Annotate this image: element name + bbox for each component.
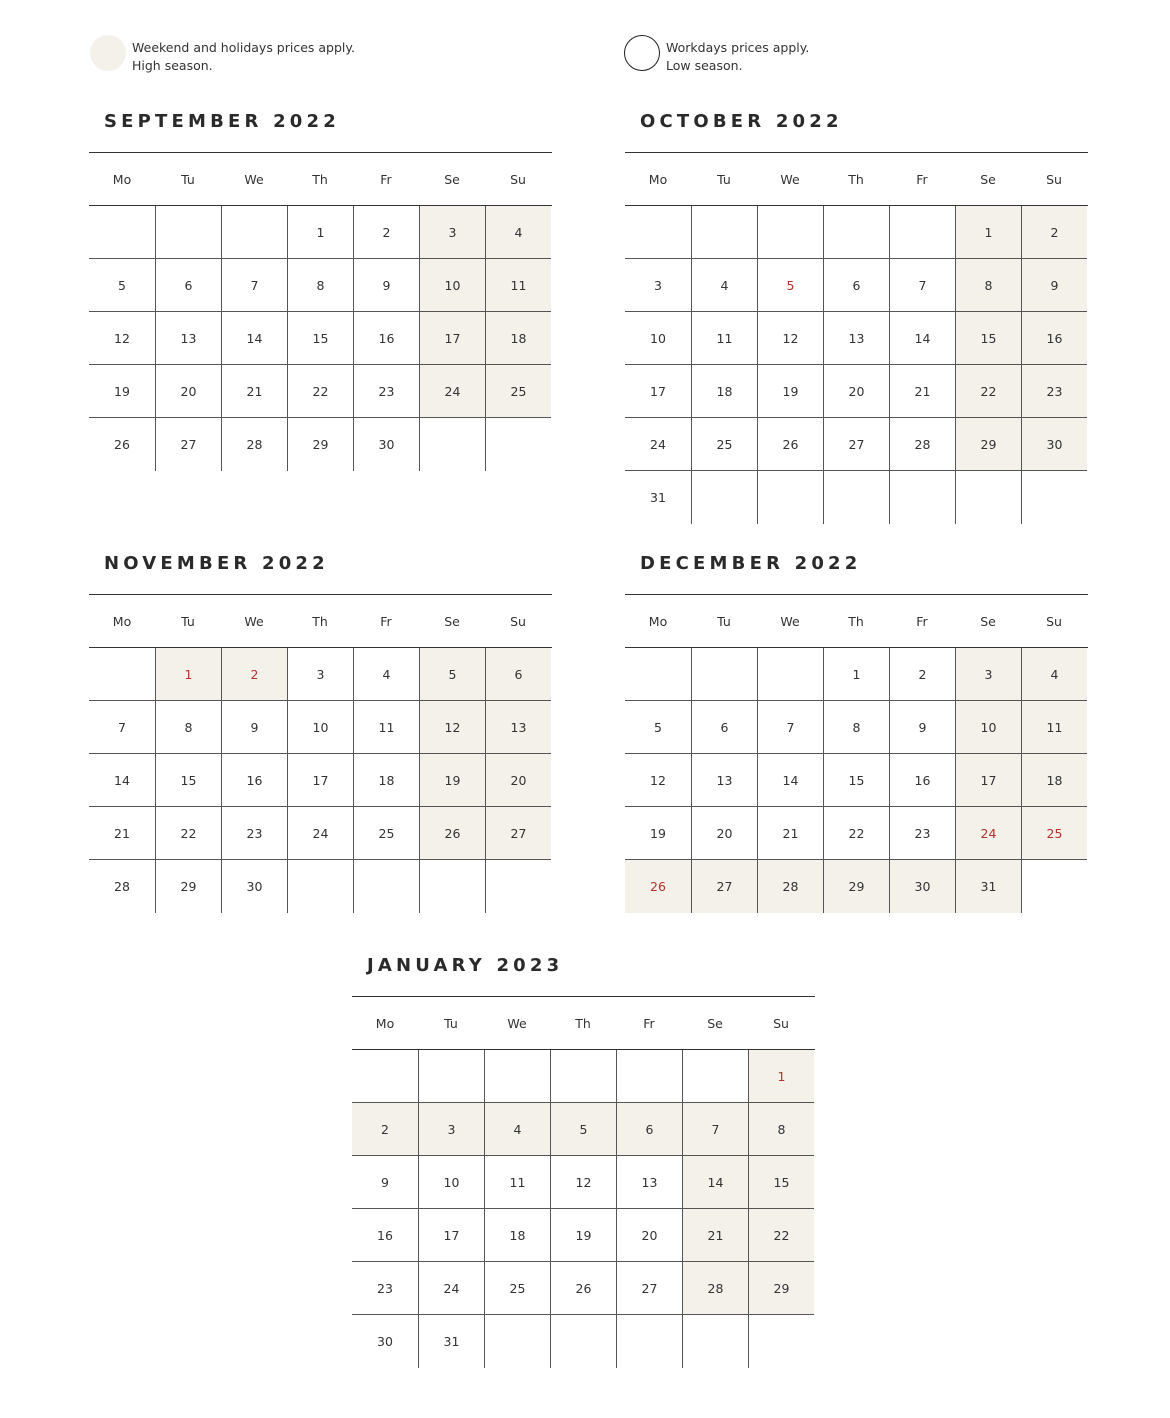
day-cell[interactable]: 7 (757, 701, 823, 754)
day-cell[interactable]: 26 (419, 807, 485, 860)
day-cell[interactable]: 13 (616, 1156, 682, 1209)
day-cell[interactable]: 21 (221, 365, 287, 418)
empty-day-cell (691, 206, 757, 259)
week-row (352, 1103, 815, 1156)
day-cell[interactable]: 28 (757, 860, 823, 913)
day-cell[interactable]: 21 (682, 1209, 748, 1262)
day-cell[interactable]: 27 (155, 418, 221, 471)
day-cell[interactable]: 4 (484, 1103, 550, 1156)
day-cell[interactable]: 19 (89, 365, 155, 418)
week-row (625, 701, 1088, 754)
weekday-label: Su (1046, 614, 1062, 629)
day-cell[interactable]: 28 (114, 879, 130, 894)
day-cell[interactable]: 11 (485, 259, 551, 312)
month-october-2022 (625, 104, 1088, 524)
day-cell[interactable]: 31 (955, 860, 1021, 913)
day-cell[interactable]: 31 (418, 1315, 484, 1368)
empty-day-cell (691, 648, 757, 701)
weekday-label: We (244, 172, 264, 187)
day-grid (625, 206, 1088, 524)
day-cell[interactable]: 22 (287, 365, 353, 418)
week-row (89, 701, 552, 754)
day-cell[interactable]: 5 (757, 259, 823, 312)
day-cell[interactable]: 25 (485, 365, 551, 418)
day-cell[interactable]: 13 (823, 312, 889, 365)
day-cell[interactable]: 23 (352, 1262, 418, 1315)
weekday-label: Su (510, 172, 526, 187)
day-cell[interactable]: 10 (625, 312, 691, 365)
weekday-label: Th (312, 614, 328, 629)
day-cell[interactable]: 8 (955, 259, 1021, 312)
day-cell[interactable]: 11 (691, 312, 757, 365)
day-cell[interactable]: 14 (889, 312, 955, 365)
weekday-label: Mo (375, 1016, 395, 1031)
month-january-2023 (352, 948, 815, 1368)
day-cell[interactable]: 26 (757, 418, 823, 471)
weekday-label: Se (444, 172, 460, 187)
empty-day-cell (353, 860, 419, 913)
day-cell[interactable]: 12 (550, 1156, 616, 1209)
day-cell[interactable]: 25 (353, 807, 419, 860)
day-cell[interactable]: 28 (682, 1262, 748, 1315)
day-cell[interactable]: 5 (625, 701, 691, 754)
day-cell[interactable]: 19 (625, 807, 691, 860)
empty-day-cell (625, 206, 691, 259)
day-cell[interactable]: 21 (889, 365, 955, 418)
day-cell[interactable]: 9 (889, 701, 955, 754)
day-cell[interactable]: 17 (625, 365, 691, 418)
empty-day-cell (287, 860, 353, 913)
week-row (89, 807, 552, 860)
day-cell[interactable]: 6 (691, 701, 757, 754)
day-cell[interactable]: 26 (625, 860, 691, 913)
weekday-label: Th (575, 1016, 591, 1031)
weekday-label: Fr (380, 172, 392, 187)
week-row (352, 1050, 815, 1103)
day-cell[interactable]: 16 (889, 754, 955, 807)
day-cell[interactable]: 1 (823, 648, 889, 701)
day-cell[interactable]: 10 (418, 1156, 484, 1209)
empty-day-cell (155, 206, 221, 259)
weekday-label: We (780, 614, 800, 629)
day-cell[interactable]: 14 (89, 754, 155, 807)
day-cell[interactable]: 20 (616, 1209, 682, 1262)
week-row (625, 418, 1088, 471)
day-cell[interactable]: 6 (823, 259, 889, 312)
week-row (352, 1262, 815, 1315)
day-cell[interactable]: 5 (419, 648, 485, 701)
weekday-label: Tu (181, 172, 195, 187)
day-cell[interactable]: 3 (287, 648, 353, 701)
day-cell[interactable]: 19 (419, 754, 485, 807)
day-cell[interactable]: 24 (418, 1262, 484, 1315)
week-row (625, 259, 1088, 312)
empty-day-cell (419, 418, 485, 471)
empty-day-cell (484, 1050, 550, 1103)
day-cell[interactable]: 3 (955, 648, 1021, 701)
day-cell[interactable]: 22 (823, 807, 889, 860)
day-cell[interactable]: 3 (625, 259, 691, 312)
day-cell[interactable]: 20 (155, 365, 221, 418)
weekday-header (625, 595, 1088, 648)
weekday-header (625, 153, 1088, 206)
week-row (89, 206, 552, 259)
day-cell[interactable]: 4 (691, 259, 757, 312)
week-row (89, 259, 552, 312)
empty-day-cell (221, 206, 287, 259)
weekday-label: Fr (380, 614, 392, 629)
day-cell[interactable]: 12 (89, 312, 155, 365)
day-cell[interactable]: 12 (419, 701, 485, 754)
week-row (89, 312, 552, 365)
empty-day-cell (691, 471, 757, 524)
week-row (625, 648, 1088, 701)
empty-day-cell (1021, 471, 1087, 524)
day-cell[interactable]: 16 (353, 312, 419, 365)
week-row (89, 754, 552, 807)
empty-day-cell (682, 1050, 748, 1103)
weekday-label: Se (980, 172, 996, 187)
day-cell[interactable]: 24 (955, 807, 1021, 860)
empty-day-cell (485, 860, 551, 913)
day-cell[interactable]: 12 (625, 754, 691, 807)
weekday-label: Fr (643, 1016, 655, 1031)
month-december-2022 (625, 546, 1088, 913)
day-cell[interactable]: 9 (353, 259, 419, 312)
day-grid (625, 648, 1088, 913)
day-cell[interactable]: 15 (955, 312, 1021, 365)
legend-high-season (90, 35, 355, 75)
day-cell[interactable]: 9 (221, 701, 287, 754)
week-row (89, 648, 552, 701)
day-cell[interactable]: 23 (221, 807, 287, 860)
day-cell[interactable]: 3 (419, 206, 485, 259)
day-cell[interactable]: 13 (485, 701, 551, 754)
week-row (352, 1209, 815, 1262)
day-cell[interactable]: 16 (352, 1209, 418, 1262)
weekday-label: Tu (717, 172, 731, 187)
week-row (625, 860, 1088, 913)
weekday-label: Su (510, 614, 526, 629)
empty-day-cell (616, 1050, 682, 1103)
empty-day-cell (748, 1315, 814, 1368)
week-row (625, 471, 1088, 524)
week-row (625, 206, 1088, 259)
day-cell[interactable]: 14 (221, 312, 287, 365)
week-row (625, 365, 1088, 418)
legend-low-line1: Workdays prices apply. (666, 40, 810, 55)
day-cell[interactable]: 1 (155, 648, 221, 701)
month-september-2022 (89, 104, 552, 471)
legend-high-line2: High season. (132, 58, 213, 73)
day-cell[interactable]: 30 (221, 860, 287, 913)
day-cell[interactable]: 23 (353, 365, 419, 418)
empty-day-cell (757, 648, 823, 701)
day-cell[interactable]: 2 (1021, 206, 1087, 259)
day-cell[interactable]: 7 (221, 259, 287, 312)
day-cell[interactable]: 15 (823, 754, 889, 807)
day-cell[interactable]: 3 (418, 1103, 484, 1156)
day-cell[interactable]: 29 (748, 1262, 814, 1315)
legend-high-line1: Weekend and holidays prices apply. (132, 40, 355, 55)
day-cell[interactable]: 8 (748, 1103, 814, 1156)
weekday-label: Fr (916, 172, 928, 187)
day-cell[interactable]: 22 (155, 807, 221, 860)
low-season-swatch-icon (624, 35, 660, 71)
day-cell[interactable]: 21 (89, 807, 155, 860)
weekday-header (89, 595, 552, 648)
weekday-label: Se (707, 1016, 723, 1031)
day-cell[interactable]: 13 (155, 312, 221, 365)
empty-day-cell (484, 1315, 550, 1368)
day-cell[interactable]: 6 (155, 259, 221, 312)
empty-day-cell (757, 471, 823, 524)
day-cell[interactable]: 20 (823, 365, 889, 418)
empty-day-cell (419, 860, 485, 913)
weekday-label: Su (773, 1016, 789, 1031)
day-cell[interactable]: 8 (155, 701, 221, 754)
day-grid (89, 648, 552, 913)
day-cell[interactable]: 19 (550, 1209, 616, 1262)
day-cell[interactable]: 28 (889, 418, 955, 471)
empty-day-cell (616, 1315, 682, 1368)
day-cell[interactable]: 16 (1021, 312, 1087, 365)
day-cell[interactable]: 1 (748, 1050, 814, 1103)
empty-day-cell (625, 648, 691, 701)
day-cell[interactable]: 1 (287, 206, 353, 259)
legend-low-line2: Low season. (666, 58, 743, 73)
weekday-label: Th (848, 614, 864, 629)
empty-day-cell (550, 1315, 616, 1368)
day-cell[interactable]: 18 (691, 365, 757, 418)
empty-day-cell (889, 471, 955, 524)
day-cell[interactable]: 5 (550, 1103, 616, 1156)
day-cell[interactable]: 2 (221, 648, 287, 701)
week-row (625, 312, 1088, 365)
day-cell[interactable]: 22 (955, 365, 1021, 418)
day-cell[interactable]: 24 (287, 807, 353, 860)
empty-day-cell (418, 1050, 484, 1103)
weekday-label: We (507, 1016, 527, 1031)
empty-day-cell (682, 1315, 748, 1368)
day-cell[interactable]: 27 (485, 807, 551, 860)
day-cell[interactable]: 24 (419, 365, 485, 418)
weekday-label: Mo (648, 172, 668, 187)
day-cell[interactable]: 8 (823, 701, 889, 754)
day-cell[interactable]: 10 (955, 701, 1021, 754)
week-row (89, 365, 552, 418)
legend-low-season (624, 35, 809, 75)
month-title: NOVEMBER 2022 (104, 553, 329, 574)
week-row (89, 418, 552, 471)
day-cell[interactable]: 26 (550, 1262, 616, 1315)
empty-day-cell (823, 206, 889, 259)
day-cell[interactable]: 4 (1021, 648, 1087, 701)
empty-day-cell (550, 1050, 616, 1103)
day-cell[interactable]: 30 (1021, 418, 1087, 471)
weekday-label: Th (848, 172, 864, 187)
day-cell[interactable]: 25 (1021, 807, 1087, 860)
day-cell[interactable]: 29 (155, 860, 221, 913)
month-november-2022 (89, 546, 552, 913)
weekday-label: Mo (648, 614, 668, 629)
weekday-label: We (780, 172, 800, 187)
day-cell[interactable]: 14 (757, 754, 823, 807)
day-cell[interactable]: 18 (1021, 754, 1087, 807)
day-grid (89, 206, 552, 471)
weekday-label: Mo (112, 614, 132, 629)
day-cell[interactable]: 7 (889, 259, 955, 312)
weekday-label: Tu (444, 1016, 458, 1031)
weekday-label: Tu (717, 614, 731, 629)
weekday-label: We (244, 614, 264, 629)
day-cell[interactable]: 16 (221, 754, 287, 807)
day-cell[interactable]: 18 (353, 754, 419, 807)
week-row (625, 754, 1088, 807)
empty-day-cell (1021, 860, 1087, 913)
day-cell[interactable]: 7 (682, 1103, 748, 1156)
day-cell[interactable]: 17 (955, 754, 1021, 807)
legend-high-text (132, 35, 355, 75)
day-cell[interactable]: 1 (955, 206, 1021, 259)
day-cell[interactable]: 18 (484, 1209, 550, 1262)
day-grid (352, 1050, 815, 1368)
day-cell[interactable]: 9 (1021, 259, 1087, 312)
day-cell[interactable]: 8 (287, 259, 353, 312)
day-cell[interactable]: 2 (353, 206, 419, 259)
weekday-label: Fr (916, 614, 928, 629)
day-cell[interactable]: 2 (352, 1103, 418, 1156)
week-row (352, 1156, 815, 1209)
day-cell[interactable]: 28 (221, 418, 287, 471)
empty-day-cell (955, 471, 1021, 524)
day-cell[interactable]: 29 (955, 418, 1021, 471)
day-cell[interactable]: 12 (757, 312, 823, 365)
day-cell[interactable]: 5 (89, 259, 155, 312)
day-cell[interactable]: 15 (287, 312, 353, 365)
day-cell[interactable]: 25 (691, 418, 757, 471)
day-cell[interactable]: 17 (419, 312, 485, 365)
weekday-label: Se (980, 614, 996, 629)
month-title: JANUARY 2023 (367, 955, 564, 976)
day-cell[interactable]: 10 (419, 259, 485, 312)
weekday-header (352, 997, 815, 1050)
weekday-label: Mo (112, 172, 132, 187)
day-cell[interactable]: 4 (485, 206, 551, 259)
day-cell[interactable]: 29 (823, 860, 889, 913)
month-title: DECEMBER 2022 (640, 553, 862, 574)
day-cell[interactable]: 10 (287, 701, 353, 754)
day-cell[interactable]: 11 (353, 701, 419, 754)
empty-day-cell (89, 648, 155, 701)
week-row (89, 860, 552, 913)
day-cell[interactable]: 24 (625, 418, 691, 471)
day-cell[interactable]: 29 (287, 418, 353, 471)
day-cell[interactable]: 9 (352, 1156, 418, 1209)
empty-day-cell (352, 1050, 418, 1103)
day-cell[interactable]: 18 (485, 312, 551, 365)
day-cell[interactable]: 20 (691, 807, 757, 860)
high-season-swatch-icon (90, 35, 126, 71)
day-cell[interactable]: 15 (155, 754, 221, 807)
day-cell[interactable]: 15 (748, 1156, 814, 1209)
day-cell[interactable]: 2 (889, 648, 955, 701)
day-cell[interactable]: 6 (485, 648, 551, 701)
day-cell[interactable]: 14 (682, 1156, 748, 1209)
day-cell[interactable]: 23 (1021, 365, 1087, 418)
day-cell[interactable]: 23 (889, 807, 955, 860)
empty-day-cell (89, 206, 155, 259)
day-cell[interactable]: 27 (823, 418, 889, 471)
weekday-label: Su (1046, 172, 1062, 187)
day-cell[interactable]: 27 (616, 1262, 682, 1315)
day-cell[interactable]: 17 (287, 754, 353, 807)
day-cell[interactable]: 27 (691, 860, 757, 913)
week-row (625, 807, 1088, 860)
day-cell[interactable]: 26 (114, 437, 130, 452)
day-cell[interactable]: 21 (757, 807, 823, 860)
day-cell[interactable]: 4 (353, 648, 419, 701)
day-cell[interactable]: 13 (691, 754, 757, 807)
day-cell[interactable]: 20 (485, 754, 551, 807)
month-title: OCTOBER 2022 (640, 111, 843, 132)
day-cell[interactable]: 31 (650, 490, 666, 505)
day-cell[interactable]: 22 (748, 1209, 814, 1262)
empty-day-cell (485, 418, 551, 471)
day-cell[interactable]: 25 (484, 1262, 550, 1315)
empty-day-cell (889, 206, 955, 259)
weekday-label: Se (444, 614, 460, 629)
day-cell[interactable]: 30 (889, 860, 955, 913)
month-title: SEPTEMBER 2022 (104, 111, 340, 132)
day-cell[interactable]: 6 (616, 1103, 682, 1156)
weekday-label: Th (312, 172, 328, 187)
weekday-header (89, 153, 552, 206)
day-cell[interactable]: 30 (377, 1334, 393, 1349)
day-cell[interactable]: 30 (353, 418, 419, 471)
legend-low-text (666, 35, 809, 75)
day-cell[interactable]: 17 (418, 1209, 484, 1262)
weekday-label: Tu (181, 614, 195, 629)
empty-day-cell (757, 206, 823, 259)
day-cell[interactable]: 11 (484, 1156, 550, 1209)
day-cell[interactable]: 19 (757, 365, 823, 418)
week-row (352, 1315, 815, 1368)
day-cell[interactable]: 11 (1021, 701, 1087, 754)
day-cell[interactable]: 7 (89, 701, 155, 754)
empty-day-cell (823, 471, 889, 524)
